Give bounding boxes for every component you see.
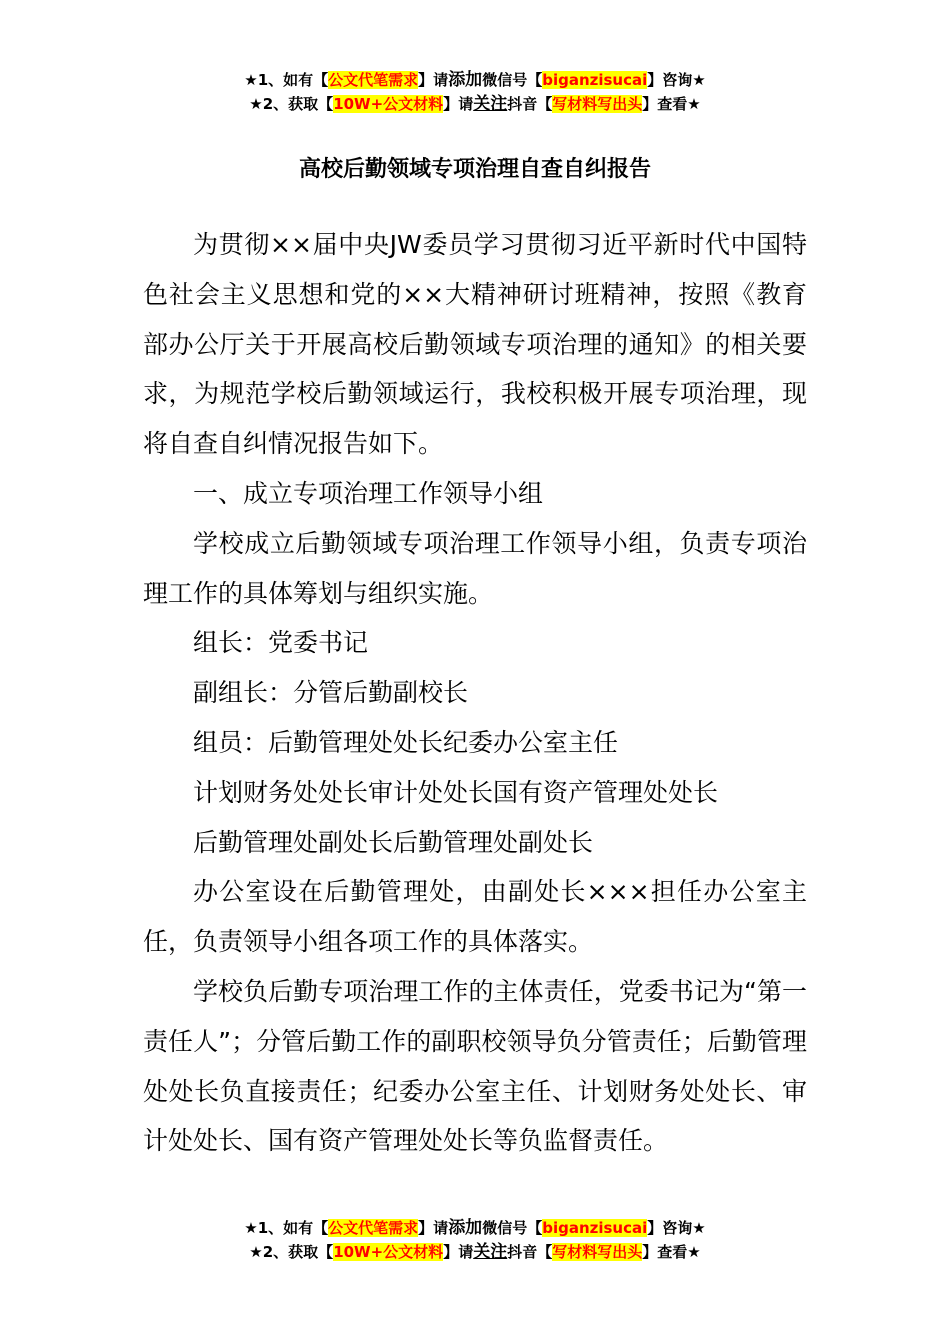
banner-text: 抖音【: [507, 1243, 553, 1261]
body-paragraph: 办公室设在后勤管理处，由副处长×××担任办公室主任，负责领导小组各项工作的具体落实。: [143, 877, 807, 957]
banner-text: 】查看★: [642, 1243, 701, 1261]
banner-text: ★1、如有【: [244, 71, 329, 89]
document-body: [143, 220, 807, 1166]
footer-banner-line-1: [0, 1216, 950, 1240]
roster-line: 组员：后勤管理处处长纪委办公室主任: [193, 727, 619, 757]
banner-text: 微信号【: [482, 71, 543, 89]
banner-text: 】请: [443, 1243, 474, 1261]
roster-line: 计划财务处处长审计处处长国有资产管理处处长: [193, 777, 719, 807]
banner-text: 】请: [418, 1219, 449, 1237]
banner-highlight-douyin-id: 写材料写出头: [552, 1243, 643, 1261]
banner-emphasis: 关注: [473, 1242, 508, 1262]
section-heading: 一、成立专项治理工作领导小组: [193, 478, 544, 508]
roster-line: 副组长：分管后勤副校长: [193, 678, 469, 708]
footer-banner-line-2: [0, 1240, 950, 1264]
banner-text: 】查看★: [642, 95, 701, 113]
banner-text: 抖音【: [507, 95, 553, 113]
banner-highlight-douyin-id: 写材料写出头: [552, 95, 643, 113]
roster-line: 后勤管理处副处长后勤管理处副处长: [193, 827, 594, 857]
banner-emphasis: 添加: [448, 1218, 483, 1238]
banner-highlight: 10W+公文材料: [333, 95, 444, 113]
banner-emphasis: 关注: [473, 94, 508, 114]
banner-text: ★2、获取【: [249, 95, 334, 113]
header-banner: [0, 68, 950, 116]
banner-text: 】请: [443, 95, 474, 113]
header-banner-line-2: [0, 92, 950, 116]
banner-text: ★1、如有【: [244, 1219, 329, 1237]
roster-line: 组长：党委书记: [193, 628, 369, 658]
body-paragraph: 学校成立后勤领域专项治理工作领导小组，负责专项治理工作的具体筹划与组织实施。: [143, 528, 807, 608]
banner-highlight-wechat-id: biganzisucai: [542, 71, 648, 89]
banner-text: 】咨询★: [647, 71, 706, 89]
banner-text: ★2、获取【: [249, 1243, 334, 1261]
footer-banner: [0, 1216, 950, 1264]
body-paragraph: 为贯彻××届中央JW委员学习贯彻习近平新时代中国特色社会主义思想和党的××大精神研讨班精神，按照《教育部办公厅关于开展高校后勤领域专项治理的通知》的相关要求，为规范学校后勤领域运行，我校积极开展专项治理，现将自查自纠情况报告如下。: [143, 230, 807, 459]
header-banner-line-1: [0, 68, 950, 92]
banner-highlight: 10W+公文材料: [333, 1243, 444, 1261]
banner-text: 微信号【: [482, 1219, 543, 1237]
banner-highlight: 公文代笔需求: [328, 1219, 419, 1237]
banner-text: 】咨询★: [647, 1219, 706, 1237]
banner-highlight-wechat-id: biganzisucai: [542, 1219, 648, 1237]
body-paragraph: 学校负后勤专项治理工作的主体责任，党委书记为“第一责任人”；分管后勤工作的副职校领导负分管责任；后勤管理处处长负直接责任；纪委办公室主任、计划财务处处长、审计处处长、国有资产管理处处长等负监督责任。: [143, 976, 807, 1156]
banner-text: 】请: [418, 71, 449, 89]
banner-highlight: 公文代笔需求: [328, 71, 419, 89]
banner-emphasis: 添加: [448, 70, 483, 90]
document-title: 高校后勤领域专项治理自查自纠报告: [298, 157, 651, 182]
